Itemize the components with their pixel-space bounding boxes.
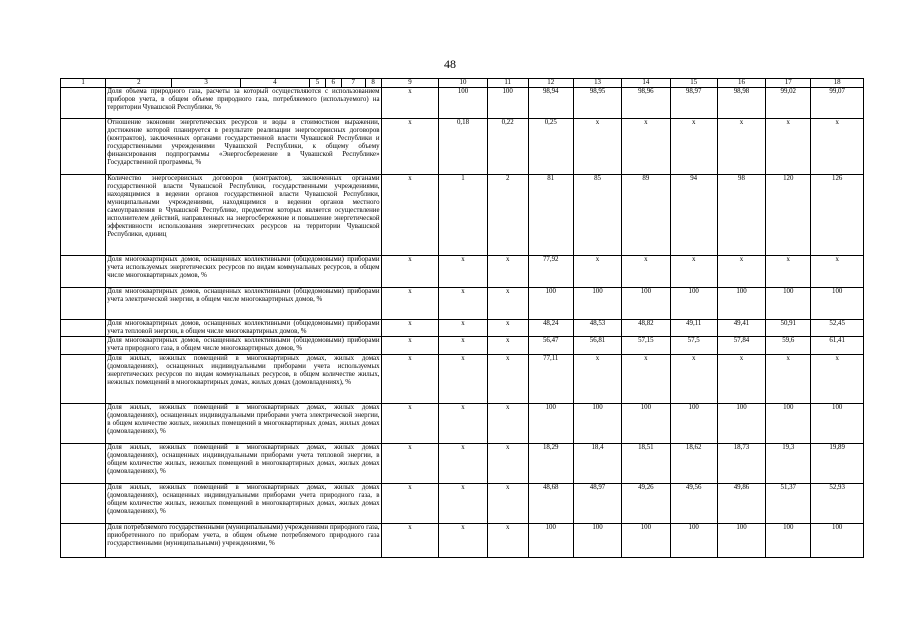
column-number-2: 2 bbox=[106, 79, 172, 88]
value-cell: x bbox=[811, 355, 864, 404]
value-cell: 100 bbox=[528, 404, 573, 444]
value-cell: x bbox=[487, 404, 528, 444]
value-cell: 49,56 bbox=[670, 484, 717, 524]
value-cell: 56,47 bbox=[528, 337, 573, 355]
value-cell: 51,37 bbox=[766, 484, 811, 524]
value-cell: x bbox=[381, 320, 439, 337]
value-cell: 56,81 bbox=[573, 337, 621, 355]
value-cell: 57,15 bbox=[622, 337, 670, 355]
table-row bbox=[61, 524, 864, 558]
value-cell: x bbox=[439, 444, 487, 484]
column-number-10: 10 bbox=[439, 79, 487, 88]
value-cell: x bbox=[381, 404, 439, 444]
value-cell: 100 bbox=[573, 524, 621, 558]
value-cell: 100 bbox=[622, 404, 670, 444]
value-cell: x bbox=[439, 320, 487, 337]
value-cell: 18,29 bbox=[528, 444, 573, 484]
value-cell: 57,5 bbox=[670, 337, 717, 355]
indicator-name: Отношение экономии энергетических ресурсов и воды в стоимостном выражении, достижение которой планируется в результате реализации энергосервисных договоров (контрактов), заключенных органами государственной власти Чувашской Республики и государственными учреждениями Чувашской Республики, к общему объему финансирования подпрограммы «Энергосбережение в Чувашской Республике» Государственной программы, % bbox=[106, 119, 381, 175]
indicator-name: Доля жилых, нежилых помещений в многоквартирных домах, жилых домах (домовладениях), оснащенных индивидуальными приборами учета природного газа, в общем количестве жилых, нежилых помещений в многоквартирных домах, жилых домах (домовладениях), % bbox=[106, 484, 381, 524]
row-number-cell bbox=[61, 404, 106, 444]
value-cell: 100 bbox=[670, 524, 717, 558]
value-cell: 100 bbox=[717, 524, 765, 558]
table-row bbox=[61, 175, 864, 256]
value-cell: x bbox=[622, 355, 670, 404]
value-cell: 77,11 bbox=[528, 355, 573, 404]
row-number-cell bbox=[61, 355, 106, 404]
value-cell: x bbox=[381, 355, 439, 404]
value-cell: x bbox=[670, 119, 717, 175]
value-cell: 100 bbox=[439, 88, 487, 119]
value-cell: 100 bbox=[528, 524, 573, 558]
value-cell: x bbox=[670, 256, 717, 288]
column-number-3: 3 bbox=[172, 79, 240, 88]
value-cell: x bbox=[573, 119, 621, 175]
value-cell: x bbox=[766, 256, 811, 288]
table-row bbox=[61, 88, 864, 119]
value-cell: 100 bbox=[622, 288, 670, 320]
value-cell: 18,51 bbox=[622, 444, 670, 484]
value-cell: 98,96 bbox=[622, 88, 670, 119]
value-cell: x bbox=[439, 288, 487, 320]
value-cell: x bbox=[670, 355, 717, 404]
column-number-18: 18 bbox=[811, 79, 864, 88]
value-cell: x bbox=[717, 355, 765, 404]
value-cell: 18,4 bbox=[573, 444, 621, 484]
table-row bbox=[61, 256, 864, 288]
table-row bbox=[61, 444, 864, 484]
row-number-cell bbox=[61, 256, 106, 288]
value-cell: 85 bbox=[573, 175, 621, 256]
value-cell: 1 bbox=[439, 175, 487, 256]
value-cell: 48,53 bbox=[573, 320, 621, 337]
value-cell: 120 bbox=[766, 175, 811, 256]
column-number-8: 8 bbox=[365, 79, 381, 88]
column-number-13: 13 bbox=[573, 79, 621, 88]
value-cell: 100 bbox=[573, 404, 621, 444]
indicator-name: Доля жилых, нежилых помещений в многоквартирных домах, жилых домах (домовладениях), оснащенных индивидуальными приборами учета электрической энергии, в общем количестве жилых, нежилых помещений в многоквартирных домах, жилых домах (домовладениях), % bbox=[106, 404, 381, 444]
row-number-cell bbox=[61, 88, 106, 119]
value-cell: x bbox=[487, 355, 528, 404]
value-cell: 0,18 bbox=[439, 119, 487, 175]
indicator-name: Доля объема природного газа, расчеты за который осуществляются с использованием приборов учета, в общем объеме природного газа, потребляемого (используемого) на территории Чувашской Республики, % bbox=[106, 88, 381, 119]
value-cell: 48,97 bbox=[573, 484, 621, 524]
value-cell: 98 bbox=[717, 175, 765, 256]
value-cell: x bbox=[439, 337, 487, 355]
row-number-cell bbox=[61, 320, 106, 337]
value-cell: 77,92 bbox=[528, 256, 573, 288]
value-cell: 89 bbox=[622, 175, 670, 256]
value-cell: 50,91 bbox=[766, 320, 811, 337]
value-cell: 61,41 bbox=[811, 337, 864, 355]
value-cell: x bbox=[573, 355, 621, 404]
indicator-name: Доля многоквартирных домов, оснащенных коллективными (общедомовыми) приборами учета природного газа, в общем числе многоквартирных домов, % bbox=[106, 337, 381, 355]
indicator-name: Доля многоквартирных домов, оснащенных коллективными (общедомовыми) приборами учета используемых энергетических ресурсов по видам коммунальных ресурсов, в общем числе многоквартирных домов, % bbox=[106, 256, 381, 288]
indicator-name: Доля потребляемого государственными (муниципальными) учреждениями природного газа, приобретенного по приборам учета, в общем объеме потребляемого природного газа государственными (муниципальными) учреждениями, % bbox=[106, 524, 381, 558]
value-cell: x bbox=[381, 524, 439, 558]
value-cell: x bbox=[573, 256, 621, 288]
value-cell: 48,68 bbox=[528, 484, 573, 524]
value-cell: 100 bbox=[717, 404, 765, 444]
value-cell: 99,07 bbox=[811, 88, 864, 119]
row-number-cell bbox=[61, 119, 106, 175]
value-cell: 100 bbox=[487, 88, 528, 119]
value-cell: x bbox=[622, 256, 670, 288]
table-row bbox=[61, 484, 864, 524]
indicator-name: Доля многоквартирных домов, оснащенных коллективными (общедомовыми) приборами учета тепловой энергии, в общем числе многоквартирных домов, % bbox=[107, 320, 380, 335]
value-cell: 98,94 bbox=[528, 88, 573, 119]
value-cell: x bbox=[381, 444, 439, 484]
row-number-cell bbox=[61, 337, 106, 355]
value-cell: 98,95 bbox=[573, 88, 621, 119]
value-cell: 0,22 bbox=[487, 119, 528, 175]
value-cell: x bbox=[381, 119, 439, 175]
value-cell: x bbox=[439, 404, 487, 444]
value-cell: 126 bbox=[811, 175, 864, 256]
value-cell: 49,26 bbox=[622, 484, 670, 524]
value-cell: 2 bbox=[487, 175, 528, 256]
value-cell: x bbox=[439, 524, 487, 558]
value-cell: x bbox=[381, 88, 439, 119]
indicator-name: Доля многоквартирных домов, оснащенных коллективными (общедомовыми) приборами учета электрической энергии, в общем числе многоквартирных домов, % bbox=[106, 288, 381, 320]
column-number-14: 14 bbox=[622, 79, 670, 88]
table-row bbox=[61, 288, 864, 320]
column-number-6: 6 bbox=[325, 79, 341, 88]
value-cell: x bbox=[766, 119, 811, 175]
value-cell: x bbox=[811, 119, 864, 175]
value-cell: 0,25 bbox=[528, 119, 573, 175]
row-number-cell bbox=[61, 175, 106, 256]
value-cell: 19,3 bbox=[766, 444, 811, 484]
column-number-15: 15 bbox=[670, 79, 717, 88]
row-number-cell bbox=[61, 524, 106, 558]
value-cell: 52,45 bbox=[811, 320, 864, 337]
value-cell: x bbox=[717, 256, 765, 288]
value-cell: 52,93 bbox=[811, 484, 864, 524]
value-cell: 57,84 bbox=[717, 337, 765, 355]
value-cell: 81 bbox=[528, 175, 573, 256]
table-row bbox=[61, 404, 864, 444]
value-cell: 100 bbox=[811, 288, 864, 320]
value-cell: x bbox=[439, 355, 487, 404]
value-cell: 100 bbox=[622, 524, 670, 558]
value-cell: 100 bbox=[717, 288, 765, 320]
value-cell: x bbox=[381, 256, 439, 288]
value-cell: 49,86 bbox=[717, 484, 765, 524]
page-number: 48 bbox=[444, 57, 456, 71]
value-cell: 59,6 bbox=[766, 337, 811, 355]
column-number-1: 1 bbox=[61, 79, 106, 88]
value-cell: x bbox=[487, 320, 528, 337]
column-number-9: 9 bbox=[381, 79, 439, 88]
indicator-name: Доля жилых, нежилых помещений в многоквартирных домах, жилых домах (домовладениях), оснащенных индивидуальными приборами учета используемых энергетических ресурсов по видам коммунальных ресурсов, в общем количестве жилых, нежилых помещений в многоквартирных домах, жилых домах (домовладениях), % bbox=[106, 355, 381, 404]
value-cell: 98,98 bbox=[717, 88, 765, 119]
column-number-17: 17 bbox=[766, 79, 811, 88]
value-cell: x bbox=[766, 355, 811, 404]
value-cell: x bbox=[381, 337, 439, 355]
value-cell: 100 bbox=[766, 404, 811, 444]
indicator-name: Количество энергосервисных договоров (контрактов), заключенных органами государственной власти Чувашской Республики, государственными учреждениями, находящимися в ведении органов государственной власти Чувашской Республики, муниципальными учреждениями, находящимися в ведении органов местного самоуправления в Чувашской Республике, предметом которых является осуществление исполнителем действий, направленных на энергосбережение и повышение энергетической эффективности использования энергетических ресурсов на территории Чувашской Республики, единиц bbox=[106, 175, 381, 256]
value-cell: x bbox=[381, 288, 439, 320]
value-cell: 100 bbox=[573, 288, 621, 320]
value-cell: 100 bbox=[766, 524, 811, 558]
column-number-5: 5 bbox=[310, 79, 326, 88]
value-cell: 100 bbox=[670, 404, 717, 444]
value-cell: 19,89 bbox=[811, 444, 864, 484]
value-cell: 18,62 bbox=[670, 444, 717, 484]
value-cell: 48,82 bbox=[622, 320, 670, 337]
value-cell: 100 bbox=[670, 288, 717, 320]
value-cell: 100 bbox=[528, 288, 573, 320]
value-cell: x bbox=[487, 337, 528, 355]
value-cell: 49,41 bbox=[717, 320, 765, 337]
column-number-4: 4 bbox=[240, 79, 309, 88]
value-cell: 99,02 bbox=[766, 88, 811, 119]
table-row bbox=[61, 337, 864, 355]
column-number-7: 7 bbox=[341, 79, 365, 88]
value-cell: 100 bbox=[811, 404, 864, 444]
value-cell: x bbox=[439, 256, 487, 288]
value-cell: x bbox=[487, 524, 528, 558]
table-row bbox=[61, 119, 864, 175]
indicators-table bbox=[60, 78, 864, 558]
value-cell: x bbox=[622, 119, 670, 175]
column-number-16: 16 bbox=[717, 79, 765, 88]
value-cell: x bbox=[381, 484, 439, 524]
value-cell: x bbox=[381, 175, 439, 256]
value-cell: 100 bbox=[811, 524, 864, 558]
column-number-11: 11 bbox=[487, 79, 528, 88]
value-cell: 18,73 bbox=[717, 444, 765, 484]
value-cell: x bbox=[811, 256, 864, 288]
column-number-row bbox=[61, 79, 864, 88]
value-cell: x bbox=[439, 484, 487, 524]
row-number-cell bbox=[61, 288, 106, 320]
value-cell: x bbox=[487, 288, 528, 320]
value-cell: 49,11 bbox=[670, 320, 717, 337]
value-cell: x bbox=[487, 256, 528, 288]
row-number-cell bbox=[61, 444, 106, 484]
value-cell: 100 bbox=[766, 288, 811, 320]
value-cell: x bbox=[487, 484, 528, 524]
value-cell: x bbox=[717, 119, 765, 175]
value-cell: 48,24 bbox=[528, 320, 573, 337]
table-row bbox=[61, 355, 864, 404]
value-cell: 94 bbox=[670, 175, 717, 256]
value-cell: x bbox=[487, 444, 528, 484]
table-row bbox=[61, 320, 864, 337]
indicator-name: Доля жилых, нежилых помещений в многоквартирных домах, жилых домах (домовладениях), оснащенных индивидуальными приборами учета тепловой энергии, в общем количестве жилых, нежилых помещений в многоквартирных домах, жилых домах (домовладениях), % bbox=[106, 444, 381, 484]
column-number-12: 12 bbox=[528, 79, 573, 88]
value-cell: 98,97 bbox=[670, 88, 717, 119]
row-number-cell bbox=[61, 484, 106, 524]
